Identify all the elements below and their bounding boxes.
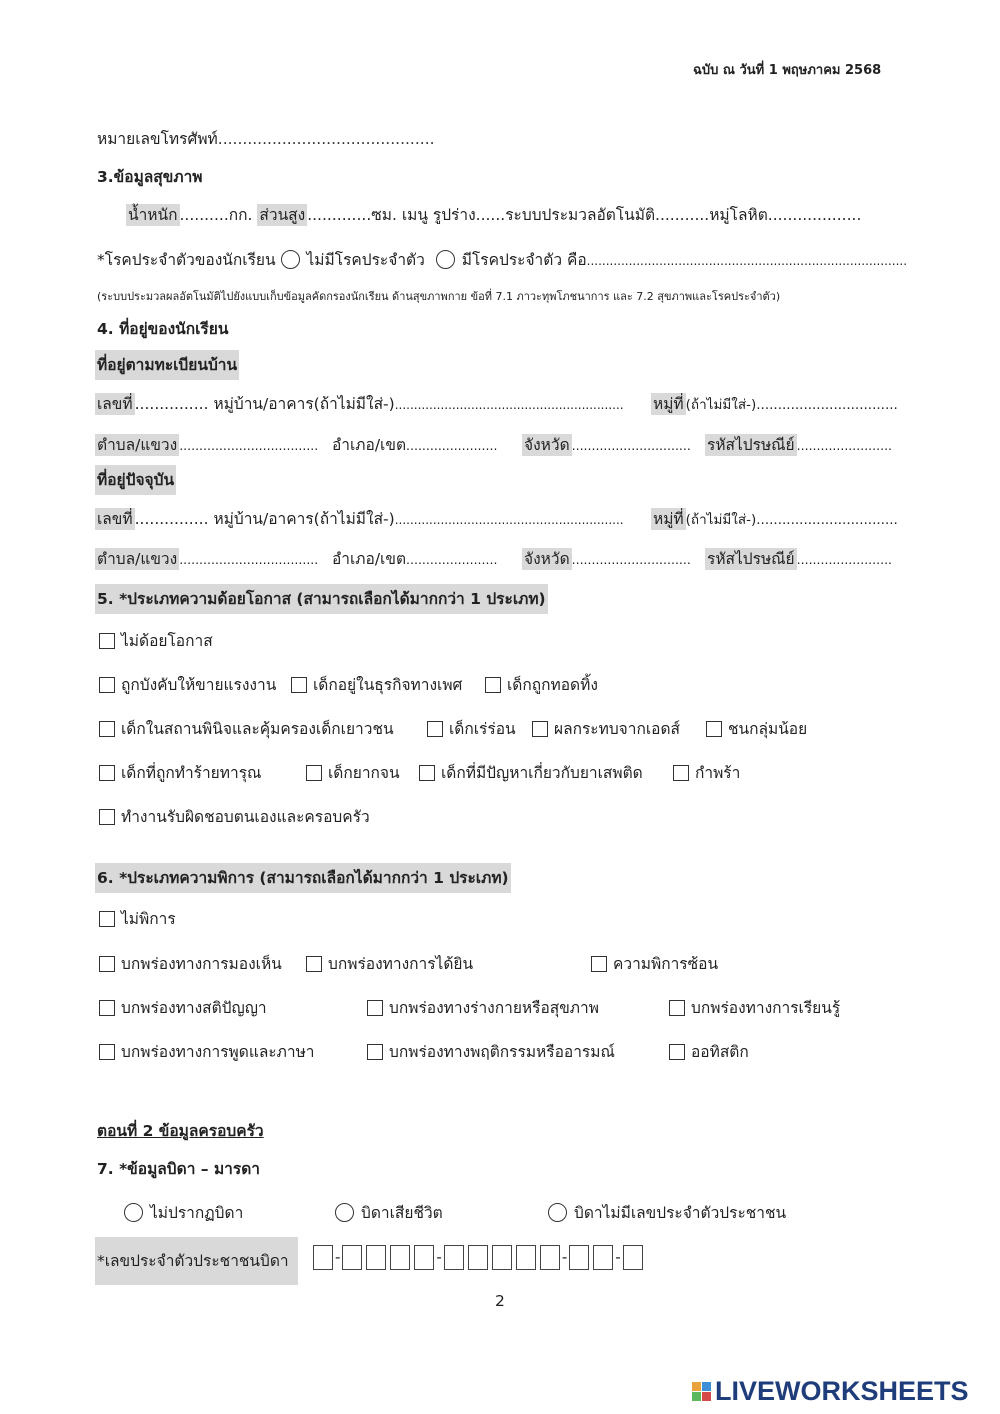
reg-no-label: เลขที่ <box>97 395 133 413</box>
id-digit-box[interactable] <box>593 1245 613 1270</box>
option-label: บิดาไม่มีเลขประจำตัวประชาชน <box>574 1204 787 1222</box>
registered-district <box>332 434 497 457</box>
registered-address-title: ที่อยู่ตามทะเบียนบ้าน <box>95 350 239 380</box>
checkbox[interactable] <box>99 765 115 781</box>
id-digit-box[interactable] <box>569 1245 589 1270</box>
option-label: เด็กเร่ร่อน <box>449 720 516 738</box>
reg-province-label: จังหวัด <box>524 436 570 454</box>
reg-subdistrict-input[interactable]: ................................... <box>179 438 319 453</box>
cur-province-label: จังหวัด <box>524 550 570 568</box>
cur-subdistrict-input[interactable]: ................................... <box>179 552 319 567</box>
radio[interactable] <box>335 1203 354 1222</box>
liveworksheets-logo <box>692 1376 969 1406</box>
registered-line-1 <box>95 393 624 416</box>
id-digit-box[interactable] <box>468 1245 488 1270</box>
father-id-input[interactable] <box>313 1242 647 1272</box>
cur-no-label: เลขที่ <box>97 510 133 528</box>
logo-icon <box>692 1382 711 1401</box>
option-label: บกพร่องทางสติปัญญา <box>121 999 267 1017</box>
checkbox[interactable] <box>669 1000 685 1016</box>
id-digit-box[interactable] <box>516 1245 536 1270</box>
id-digit-box[interactable] <box>540 1245 560 1270</box>
id-digit-box[interactable] <box>313 1245 333 1270</box>
option-label: เด็กถูกทอดทิ้ง <box>507 676 598 694</box>
cur-province-input[interactable]: .............................. <box>571 552 691 567</box>
reg-subdistrict-label: ตำบล/แขวง <box>97 436 178 454</box>
health-note: (ระบบประมวลผลอัตโนมัติไปยังแบบเก็บข้อมูลคัดกรองนักเรียน ด้านสุขภาพกาย ข้อที่ 7.1 ภาวะทุพโภชนาการ และ 7.2 สุขภาพและโรคประจำตัว) <box>97 290 781 303</box>
current-line-1 <box>95 508 624 531</box>
checkbox[interactable] <box>673 765 689 781</box>
radio[interactable] <box>548 1203 567 1222</box>
checkbox[interactable] <box>99 809 115 825</box>
cur-postal-input[interactable]: ........................ <box>796 552 893 567</box>
address-title: 4. ที่อยู่ของนักเรียน <box>97 320 229 338</box>
cur-village-input[interactable]: ............................................................ <box>394 513 624 527</box>
option-label: ถูกบังคับให้ขายแรงงาน <box>121 676 277 694</box>
disab-opt-5[interactable] <box>367 997 599 1019</box>
reg-province-input[interactable]: .............................. <box>571 438 691 453</box>
cur-no-input[interactable]: ............... <box>134 510 209 528</box>
weight-label: น้ำหนัก <box>128 206 178 224</box>
disadv-opt-4[interactable] <box>99 718 394 740</box>
checkbox[interactable] <box>485 677 501 693</box>
option-label: เด็กที่มีปัญหาเกี่ยวกับยาเสพติด <box>441 764 643 782</box>
disadv-opt-7[interactable] <box>706 718 807 740</box>
reg-district-label: อำเภอ/เขต <box>332 436 407 454</box>
phone-input[interactable]: ............................................ <box>217 130 435 148</box>
cur-moo-label: หมู่ที่ <box>653 510 684 528</box>
checkbox[interactable] <box>532 721 548 737</box>
checkbox[interactable] <box>99 677 115 693</box>
disab-opt-4[interactable] <box>99 997 267 1019</box>
checkbox[interactable] <box>306 765 322 781</box>
part-2-title: ตอนที่ 2 ข้อมูลครอบครัว <box>97 1122 264 1140</box>
disadv-opt-10[interactable] <box>419 762 643 784</box>
father-opt-2[interactable] <box>548 1202 786 1224</box>
option-label: ชนกลุ่มน้อย <box>728 720 808 738</box>
father-opt-0[interactable] <box>124 1202 243 1224</box>
option-label: เด็กอยู่ในธุรกิจทางเพศ <box>313 676 463 694</box>
cur-district-input[interactable]: ....................... <box>406 552 498 567</box>
id-digit-box[interactable] <box>366 1245 386 1270</box>
disab-opt-3[interactable] <box>591 953 718 975</box>
disab-opt-7[interactable] <box>99 1041 315 1063</box>
id-digit-box[interactable] <box>623 1245 643 1270</box>
checkbox[interactable] <box>367 1044 383 1060</box>
option-label: บกพร่องทางพฤติกรรมหรืออารมณ์ <box>389 1043 615 1061</box>
father-opt-1[interactable] <box>335 1202 443 1224</box>
checkbox[interactable] <box>669 1044 685 1060</box>
disab-opt-1[interactable] <box>99 953 282 975</box>
checkbox[interactable] <box>99 1044 115 1060</box>
checkbox[interactable] <box>99 721 115 737</box>
page-number: 2 <box>495 1292 505 1310</box>
option-label: บกพร่องทางการได้ยิน <box>328 955 474 973</box>
reg-postal-label: รหัสไปรษณีย์ <box>707 436 795 454</box>
cur-village-label: หมู่บ้าน/อาคาร(ถ้าไม่มีใส่-) <box>213 510 395 528</box>
brand-name: LIVEWORKSHEETS <box>715 1375 969 1406</box>
registered-line-2 <box>95 434 318 457</box>
disability-title: 6. *ประเภทความพิการ (สามารถเลือกได้มากกว่า 1 ประเภท) <box>95 863 511 893</box>
option-label: เด็กที่ถูกทำร้ายทารุณ <box>121 764 262 782</box>
option-label: เด็กยากจน <box>328 764 400 782</box>
disease-line <box>97 249 907 272</box>
weight-input[interactable]: ..........กก. <box>179 206 253 224</box>
id-digit-box[interactable] <box>492 1245 512 1270</box>
registered-postal <box>705 434 892 457</box>
phone-line <box>97 128 435 150</box>
height-label: ส่วนสูง <box>259 206 306 224</box>
option-label: ไม่พิการ <box>121 910 176 928</box>
checkbox[interactable] <box>367 1000 383 1016</box>
disadv-opt-0[interactable] <box>99 630 213 652</box>
height-input[interactable]: .............ซม. เมนู รูปร่าง......ระบบประมวลอัตโนมัติ...........หมู่โลหิต................... <box>307 206 862 224</box>
disadvantage-title: 5. *ประเภทความด้อยโอกาส (สามารถเลือกได้มากกว่า 1 ประเภท) <box>95 584 548 614</box>
reg-no-input[interactable]: ............... <box>134 395 209 413</box>
current-line-2 <box>95 548 318 571</box>
option-label: บกพร่องทางร่างกายหรือสุขภาพ <box>389 999 599 1017</box>
checkbox[interactable] <box>99 956 115 972</box>
has-disease-label: มีโรคประจำตัว คือ <box>461 251 587 269</box>
current-province <box>522 548 691 571</box>
id-digit-box[interactable] <box>444 1245 464 1270</box>
checkbox[interactable] <box>591 956 607 972</box>
radio-has-disease[interactable] <box>436 250 455 269</box>
disadv-opt-12[interactable] <box>99 806 370 828</box>
disadv-opt-5[interactable] <box>427 718 516 740</box>
reg-postal-input[interactable]: ........................ <box>796 438 893 453</box>
reg-village-label: หมู่บ้าน/อาคาร(ถ้าไม่มีใส่-) <box>213 395 395 413</box>
option-label: ความพิการซ้อน <box>613 955 719 973</box>
radio-no-disease[interactable] <box>281 250 300 269</box>
id-digit-box[interactable] <box>342 1245 362 1270</box>
phone-label: หมายเลขโทรศัพท์ <box>97 130 218 148</box>
disadv-opt-1[interactable] <box>99 674 276 696</box>
option-label: ออทิสติก <box>691 1043 749 1061</box>
option-label: บกพร่องทางการเรียนรู้ <box>691 999 841 1017</box>
no-disease-label: ไม่มีโรคประจำตัว <box>306 251 425 269</box>
edition-date: ฉบับ ณ วันที่ 1 พฤษภาคม 2568 <box>693 63 882 78</box>
parents-title: 7. *ข้อมูลบิดา – มารดา <box>97 1160 260 1178</box>
checkbox[interactable] <box>427 721 443 737</box>
option-label: บกพร่องทางการมองเห็น <box>121 955 282 973</box>
checkbox[interactable] <box>419 765 435 781</box>
checkbox[interactable] <box>99 633 115 649</box>
checkbox[interactable] <box>306 956 322 972</box>
reg-district-input[interactable]: ....................... <box>406 438 498 453</box>
disadv-opt-8[interactable] <box>99 762 261 784</box>
id-digit-box[interactable] <box>414 1245 434 1270</box>
cur-postal-label: รหัสไปรษณีย์ <box>707 550 795 568</box>
option-label: ไม่ปรากฏบิดา <box>150 1204 244 1222</box>
reg-moo-label: หมู่ที่ <box>653 395 684 413</box>
checkbox[interactable] <box>291 677 307 693</box>
id-separator: - <box>436 1248 442 1266</box>
id-separator: - <box>335 1248 341 1266</box>
option-label: กำพร้า <box>695 764 741 782</box>
disease-input[interactable]: .................................................................................... <box>586 254 908 268</box>
id-separator: - <box>615 1248 621 1266</box>
disadv-opt-2[interactable] <box>291 674 462 696</box>
radio[interactable] <box>124 1203 143 1222</box>
father-id-label: *เลขประจำตัวประชาชนบิดา <box>95 1237 298 1285</box>
checkbox[interactable] <box>99 1000 115 1016</box>
cur-subdistrict-label: ตำบล/แขวง <box>97 550 178 568</box>
disadv-opt-6[interactable] <box>532 718 680 740</box>
option-label: ผลกระทบจากเอดส์ <box>554 720 680 738</box>
id-separator: - <box>561 1248 568 1266</box>
current-district <box>332 548 497 571</box>
health-measure-line <box>126 204 861 226</box>
id-digit-box[interactable] <box>390 1245 410 1270</box>
disadv-opt-9[interactable] <box>306 762 400 784</box>
checkbox[interactable] <box>99 911 115 927</box>
disease-label: *โรคประจำตัวของนักเรียน <box>97 251 276 269</box>
option-label: เด็กในสถานพินิจและคุ้มครองเด็กเยาวชน <box>121 720 394 738</box>
option-label: บิดาเสียชีวิต <box>361 1204 443 1222</box>
disab-opt-8[interactable] <box>367 1041 615 1063</box>
option-label: ทำงานรับผิดชอบตนเองและครอบครัว <box>121 808 370 826</box>
reg-moo-input[interactable]: (ถ้าไม่มีใส่-)................................. <box>685 397 898 413</box>
option-label: ไม่ด้อยโอกาส <box>121 632 213 650</box>
disab-opt-6[interactable] <box>669 997 840 1019</box>
current-address-title: ที่อยู่ปัจจุบัน <box>95 465 176 495</box>
current-moo <box>651 508 898 531</box>
checkbox[interactable] <box>706 721 722 737</box>
disadv-opt-11[interactable] <box>673 762 740 784</box>
registered-moo <box>651 393 898 416</box>
registered-province <box>522 434 691 457</box>
cur-moo-input[interactable]: (ถ้าไม่มีใส่-)................................. <box>685 512 898 528</box>
disab-opt-0[interactable] <box>99 908 176 930</box>
disab-opt-9[interactable] <box>669 1041 749 1063</box>
health-title: 3.ข้อมูลสุขภาพ <box>97 168 203 186</box>
cur-district-label: อำเภอ/เขต <box>332 550 407 568</box>
disadv-opt-3[interactable] <box>485 674 598 696</box>
disab-opt-2[interactable] <box>306 953 473 975</box>
current-postal <box>705 548 892 571</box>
option-label: บกพร่องทางการพูดและภาษา <box>121 1043 315 1061</box>
reg-village-input[interactable]: ............................................................ <box>394 398 624 412</box>
